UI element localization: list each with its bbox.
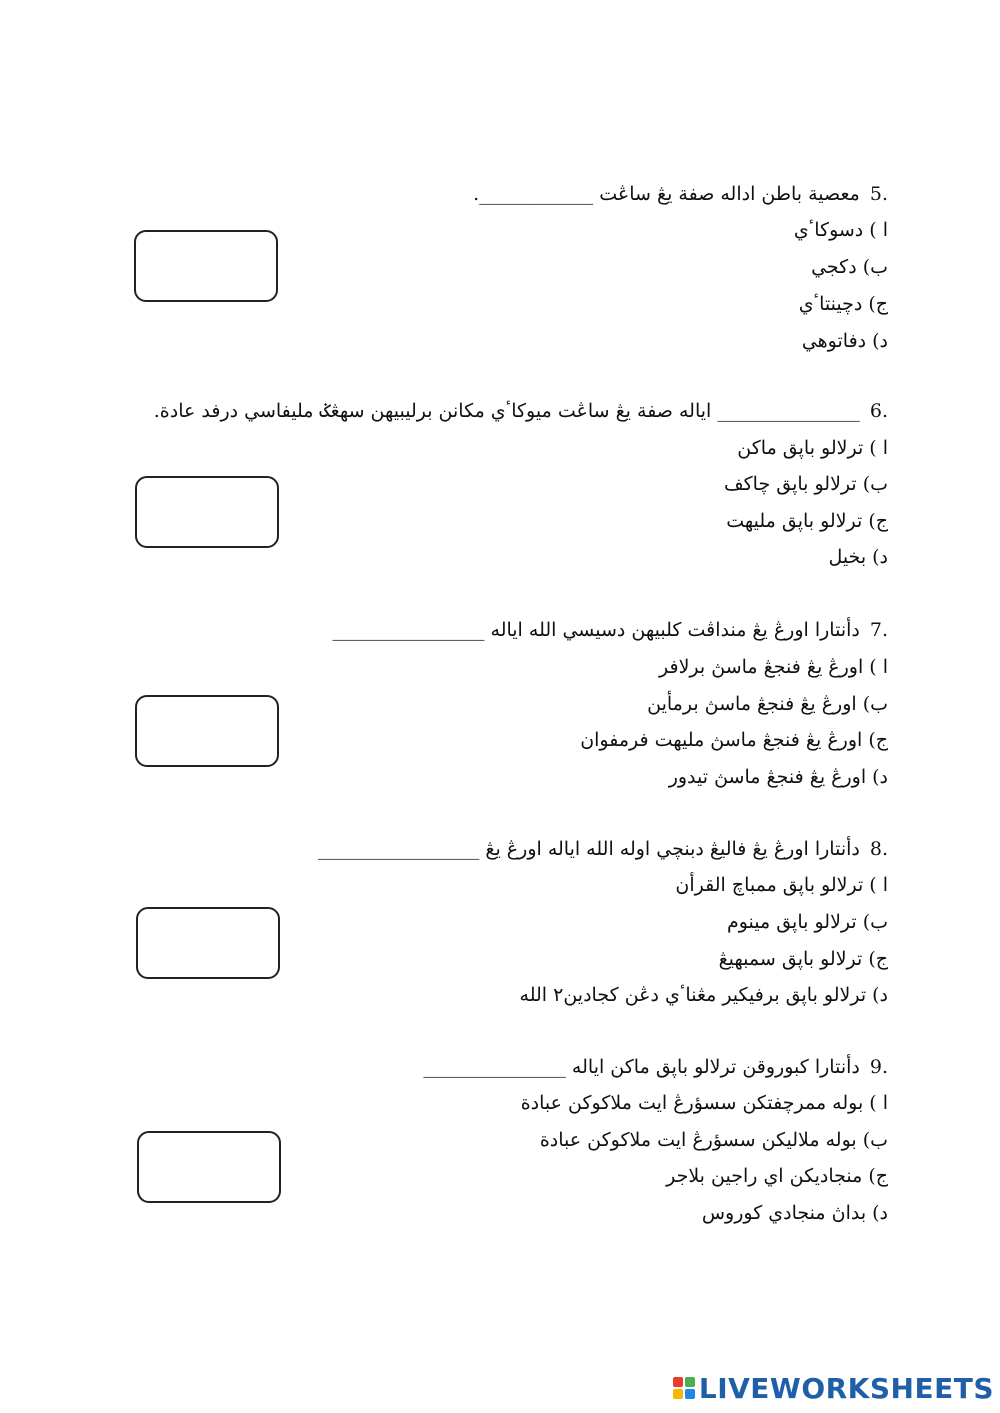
question-6-prompt: _______________ اياله صفة يڠ ساڠت ميوكاٴي مكانن برليبيهن سهڠݢ مليفاسي درفد عادة. bbox=[153, 400, 860, 422]
option-text: ترلالو باڽق سمبهيڠ bbox=[718, 948, 863, 970]
question-6-number: .6 bbox=[869, 400, 888, 422]
option-text: منجاديكن اي راجين بلاجر bbox=[666, 1165, 863, 1187]
option-letter: ب) bbox=[862, 1129, 888, 1151]
question-6-answer-box[interactable] bbox=[135, 476, 279, 548]
question-6-text bbox=[154, 399, 888, 423]
option-letter: ج) bbox=[868, 948, 888, 970]
question-9-option-a[interactable] bbox=[521, 1091, 888, 1115]
question-7-answer-box[interactable] bbox=[135, 695, 279, 767]
question-8-option-c[interactable] bbox=[719, 947, 888, 971]
question-7-number: .7 bbox=[869, 619, 888, 641]
question-5-number: .5 bbox=[869, 183, 888, 205]
option-text: اورڠ يڠ فنجڠ ماسڽ تيدور bbox=[668, 766, 867, 788]
option-letter: ا ) bbox=[869, 874, 888, 896]
question-5-prompt: معصية باطن اداله صفة يڠ ساڠت ____________. bbox=[473, 183, 860, 205]
option-letter: د) bbox=[872, 546, 888, 568]
option-letter: د) bbox=[872, 1202, 888, 1224]
option-text: اورڠ يڠ فنجڠ ماسڽ برمأين bbox=[647, 693, 857, 715]
option-text: دچينتاٴي bbox=[798, 293, 863, 315]
question-6-option-a[interactable] bbox=[737, 436, 888, 460]
option-letter: د) bbox=[872, 984, 888, 1006]
option-letter: ب) bbox=[862, 473, 888, 495]
option-text: ترلالو باڽق مينوم bbox=[726, 911, 857, 933]
question-8-option-a[interactable] bbox=[675, 873, 888, 897]
question-8-option-d[interactable] bbox=[520, 983, 888, 1007]
question-8-prompt: دأنتارا اورڠ يڠ فاليڠ دبنچي اوله الله اياله اورڠ يڠ _________________ bbox=[317, 838, 860, 860]
question-7-option-c[interactable] bbox=[580, 728, 888, 752]
question-9-option-b[interactable] bbox=[540, 1128, 888, 1152]
option-text: ترلالو باڽق مليهت bbox=[726, 510, 863, 532]
option-letter: ا ) bbox=[869, 656, 888, 678]
option-text: ترلالو باڽق ماكن bbox=[737, 437, 864, 459]
option-letter: ج) bbox=[868, 729, 888, 751]
question-5-option-a[interactable] bbox=[794, 218, 888, 242]
question-9-answer-box[interactable] bbox=[137, 1131, 281, 1203]
option-text: دسوكاٴي bbox=[793, 219, 864, 241]
option-text: اورڠ يڠ فنجڠ ماسڽ برلافر bbox=[659, 656, 864, 678]
question-8-text bbox=[318, 837, 888, 861]
question-9-number: .9 bbox=[869, 1056, 888, 1078]
question-9-text bbox=[423, 1055, 888, 1079]
option-text: ترلالو باڽق چاكف bbox=[723, 473, 857, 495]
question-7-option-d[interactable] bbox=[669, 765, 888, 789]
liveworksheets-logo bbox=[673, 1371, 994, 1405]
option-text: دكجي bbox=[811, 256, 857, 278]
question-5-option-c[interactable] bbox=[799, 292, 888, 316]
question-8-number: .8 bbox=[869, 838, 888, 860]
question-9-option-d[interactable] bbox=[702, 1201, 888, 1225]
question-6-option-d[interactable] bbox=[828, 545, 888, 569]
question-8-option-b[interactable] bbox=[727, 910, 888, 934]
option-text: اورڠ يڠ فنجڠ ماسڽ مليهت فرمفوان bbox=[580, 729, 863, 751]
question-5-answer-box[interactable] bbox=[134, 230, 278, 302]
question-7-option-b[interactable] bbox=[647, 692, 888, 716]
question-9-prompt: دأنتارا كبوروقن ترلالو باڽق ماكن اياله _______________ bbox=[423, 1056, 860, 1078]
logo-text: LIVEWORKSHEETS bbox=[698, 1371, 994, 1405]
option-letter: ج) bbox=[868, 293, 888, 315]
option-letter: ب) bbox=[862, 911, 888, 933]
question-6-option-c[interactable] bbox=[726, 509, 888, 533]
option-letter: ا ) bbox=[869, 219, 888, 241]
option-letter: ب) bbox=[862, 693, 888, 715]
question-7-option-a[interactable] bbox=[659, 655, 888, 679]
logo-squares-icon bbox=[673, 1377, 695, 1399]
question-5-option-d[interactable] bbox=[802, 329, 888, 353]
question-9-option-c[interactable] bbox=[666, 1164, 888, 1188]
option-text: ترلالو باڽق برفيكير مڠناٴي دڠن كجادين٢ الله bbox=[519, 984, 867, 1006]
option-letter: د) bbox=[872, 766, 888, 788]
option-letter: ا ) bbox=[869, 437, 888, 459]
option-letter: ب) bbox=[862, 256, 888, 278]
option-letter: ا ) bbox=[869, 1092, 888, 1114]
option-letter: د) bbox=[872, 330, 888, 352]
option-text: دفاتوهي bbox=[801, 330, 867, 352]
question-8-answer-box[interactable] bbox=[136, 907, 280, 979]
option-text: بوله ممرچفتكن سسؤرڠ ايت ملاكوكن عبادة bbox=[520, 1092, 864, 1114]
question-5-option-b[interactable] bbox=[811, 255, 888, 279]
option-text: ترلالو باڽق ممباچ القرأن bbox=[675, 874, 864, 896]
logo-square-blue bbox=[685, 1389, 695, 1399]
question-5-text bbox=[473, 182, 888, 206]
question-7-text bbox=[332, 618, 888, 642]
option-text: بخيل bbox=[828, 546, 867, 568]
logo-square-green bbox=[685, 1377, 695, 1387]
question-6-option-b[interactable] bbox=[724, 472, 888, 496]
logo-square-red bbox=[673, 1377, 683, 1387]
option-text: بداڽ منجادي كوروس bbox=[701, 1202, 867, 1224]
option-text: بوله ملاليكن سسؤرڠ ايت ملاكوكن عبادة bbox=[539, 1129, 857, 1151]
logo-square-yellow bbox=[673, 1389, 683, 1399]
option-letter: ج) bbox=[868, 510, 888, 532]
question-7-prompt: دأنتارا اورڠ يڠ منداڤت كلبيهن دسيسي الله اياله ________________ bbox=[332, 619, 860, 641]
option-letter: ج) bbox=[868, 1165, 888, 1187]
